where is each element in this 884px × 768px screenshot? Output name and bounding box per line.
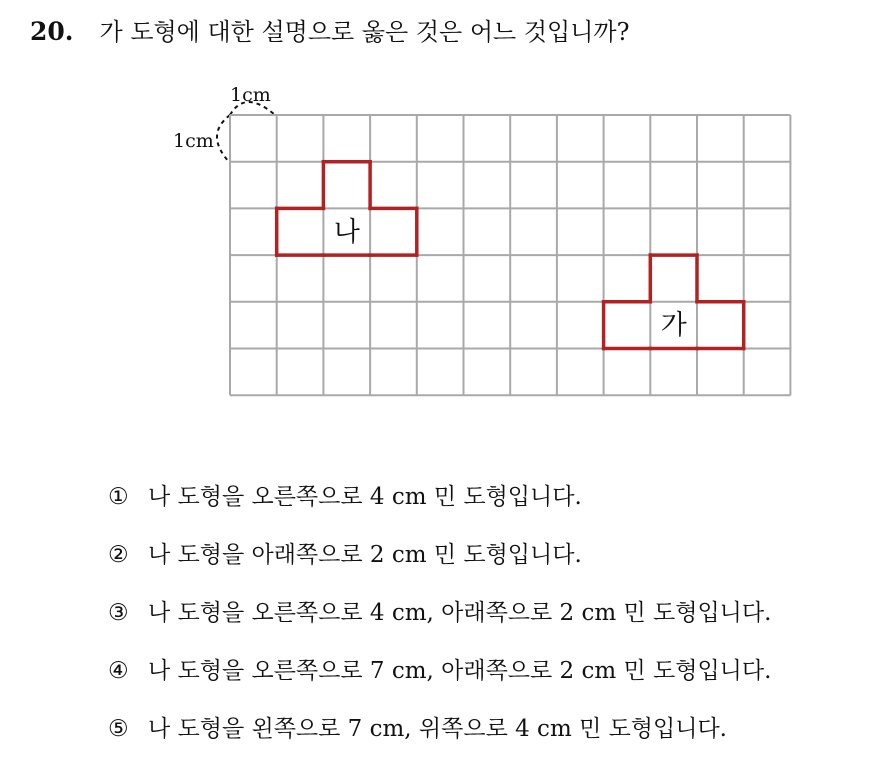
- choice-marker: ①: [108, 484, 129, 510]
- choice-text: 나 도형을 왼쪽으로 7 cm, 위쪽으로 4 cm 민 도형입니다.: [148, 716, 727, 742]
- choice-3[interactable]: [108, 594, 771, 652]
- choice-text: 나 도형을 오른쪽으로 4 cm 민 도형입니다.: [148, 484, 582, 510]
- choice-2[interactable]: [108, 536, 771, 594]
- question-text: 가 도형에 대한 설명으로 옳은 것은 어느 것입니까?: [99, 18, 630, 46]
- choice-marker: ②: [108, 542, 129, 568]
- choice-4[interactable]: [108, 652, 771, 710]
- choice-text: 나 도형을 오른쪽으로 4 cm, 아래쪽으로 2 cm 민 도형입니다.: [148, 600, 772, 626]
- choice-text: 나 도형을 아래쪽으로 2 cm 민 도형입니다.: [148, 542, 582, 568]
- question-number: 20.: [30, 17, 74, 46]
- unit-arc-left: [217, 115, 230, 163]
- choice-marker: ③: [108, 600, 129, 626]
- shape-label: 나: [333, 216, 360, 248]
- choice-1[interactable]: [108, 478, 771, 536]
- unit-label-left: 1cm: [173, 130, 214, 152]
- choice-text: 나 도형을 오른쪽으로 7 cm, 아래쪽으로 2 cm 민 도형입니다.: [148, 658, 772, 684]
- question: [30, 12, 629, 47]
- choice-marker: ④: [108, 658, 129, 684]
- shape-label: 가: [660, 310, 687, 342]
- choice-5[interactable]: [108, 710, 771, 768]
- choice-marker: ⑤: [108, 716, 129, 742]
- grid-figure: [160, 75, 800, 405]
- unit-label-top: 1cm: [230, 84, 271, 106]
- choice-list: [108, 478, 771, 768]
